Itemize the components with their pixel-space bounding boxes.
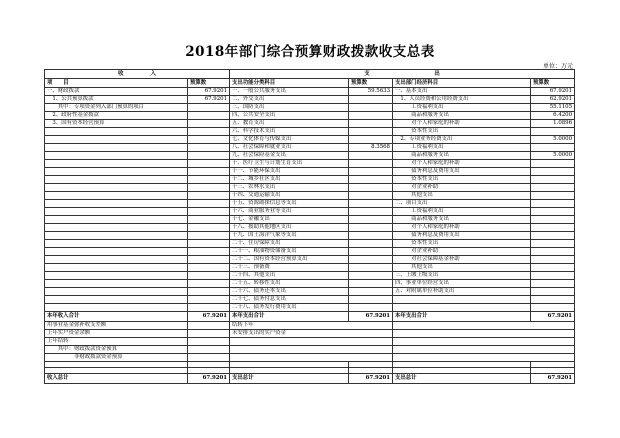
income-budget-cell bbox=[188, 232, 230, 240]
income-budget-cell bbox=[188, 104, 230, 112]
table-row bbox=[45, 184, 575, 192]
income-item-cell bbox=[45, 192, 188, 200]
economic-item-cell: 资本性支出 bbox=[393, 176, 531, 184]
income-item-cell: 一、财政拨款 bbox=[45, 88, 188, 96]
economic-budget-cell bbox=[531, 256, 575, 264]
economic-item-cell: 一、基本支出 bbox=[393, 88, 531, 96]
economic-item-cell: 五、对附属单位补助支出 bbox=[393, 288, 531, 296]
function-budget-cell bbox=[349, 200, 393, 208]
col-header-budget-function: 预算数 bbox=[349, 79, 393, 88]
economic-item-cell: 商品和服务支出 bbox=[393, 152, 531, 160]
subtotal-function-label: 本年支出合计 bbox=[230, 312, 349, 322]
economic-item-cell: 资本性支出 bbox=[393, 240, 531, 248]
function-item-cell: 二十七、债务付息支出 bbox=[230, 296, 349, 304]
table-row bbox=[45, 240, 575, 248]
income-item-cell bbox=[45, 184, 188, 192]
economic-budget-cell bbox=[531, 296, 575, 304]
col-header-budget-economic: 预算数 bbox=[531, 79, 575, 88]
income-budget-cell bbox=[188, 216, 230, 224]
economic-budget-cell bbox=[531, 240, 575, 248]
table-row bbox=[45, 176, 575, 184]
col-header-function: 支出功能分类科目 bbox=[230, 79, 349, 88]
function-item-cell: 二、外交支出 bbox=[230, 96, 349, 104]
function-budget-cell bbox=[349, 128, 393, 136]
function-budget-cell: 8.3568 bbox=[349, 144, 393, 152]
income-budget-cell bbox=[188, 120, 230, 128]
table-row bbox=[45, 192, 575, 200]
table-row bbox=[45, 136, 575, 144]
extra-income-budget-cell bbox=[188, 346, 230, 354]
subtotal-economic-label: 本年支出合计 bbox=[393, 312, 531, 322]
extra-income-item-cell: 非财政拨款资金预算 bbox=[45, 354, 188, 362]
income-item-cell bbox=[45, 128, 188, 136]
subtotal-income-label: 本年收入合计 bbox=[45, 312, 188, 322]
economic-item-cell: 对企业补助 bbox=[393, 248, 531, 256]
economic-budget-cell bbox=[531, 280, 575, 288]
function-item-cell: 十九、国土海洋气象等支出 bbox=[230, 232, 349, 240]
income-section-header: 收 入 bbox=[45, 70, 230, 79]
income-budget-cell bbox=[188, 176, 230, 184]
income-budget-cell: 67.9201 bbox=[188, 96, 230, 104]
table-row bbox=[45, 128, 575, 136]
total-function-label: 支出总计 bbox=[230, 374, 349, 384]
economic-item-cell: 债务利息及费用支出 bbox=[393, 232, 531, 240]
function-item-cell: 十六、商业服务业等支出 bbox=[230, 208, 349, 216]
economic-item-cell: 三、上缴上级支出 bbox=[393, 272, 531, 280]
table-row bbox=[45, 338, 575, 346]
income-item-cell bbox=[45, 304, 188, 312]
function-item-cell: 二十六、债务还本支出 bbox=[230, 288, 349, 296]
table-row bbox=[45, 322, 575, 330]
income-item-cell: 1、公共预算拨款 bbox=[45, 96, 188, 104]
column-header-row bbox=[45, 79, 575, 88]
extra-income-budget-cell bbox=[188, 322, 230, 330]
col-header-budget-income: 预算数 bbox=[188, 79, 230, 88]
economic-budget-cell bbox=[531, 208, 575, 216]
economic-budget-cell bbox=[531, 160, 575, 168]
table-row bbox=[45, 346, 575, 354]
income-item-cell bbox=[45, 232, 188, 240]
function-budget-cell bbox=[349, 248, 393, 256]
economic-budget-cell: 62.9201 bbox=[531, 96, 575, 104]
extra-expense-item-cell: 未安排支出的实户资金 bbox=[230, 330, 393, 338]
income-item-cell bbox=[45, 144, 188, 152]
income-budget-cell bbox=[188, 144, 230, 152]
extra-income-budget-cell bbox=[188, 354, 230, 362]
function-item-cell: 十五、资源勘探信息等支出 bbox=[230, 200, 349, 208]
function-item-cell: 十四、交通运输支出 bbox=[230, 192, 349, 200]
subtotal-economic-value: 67.9201 bbox=[531, 312, 575, 322]
income-budget-cell bbox=[188, 272, 230, 280]
function-budget-cell bbox=[349, 96, 393, 104]
income-item-cell bbox=[45, 248, 188, 256]
economic-item-cell: 对个人和家庭的补助 bbox=[393, 120, 531, 128]
function-budget-cell bbox=[349, 304, 393, 312]
income-item-cell: 其中：专项资金列入部门预算的项目 bbox=[45, 104, 188, 112]
function-budget-cell bbox=[349, 168, 393, 176]
table-row bbox=[45, 232, 575, 240]
function-budget-cell bbox=[349, 184, 393, 192]
extra-expense-budget-cell bbox=[393, 346, 575, 354]
table-row bbox=[45, 272, 575, 280]
function-item-cell: 二十三、预备费 bbox=[230, 264, 349, 272]
extra-expense-item-cell bbox=[230, 346, 393, 354]
income-budget-cell bbox=[188, 168, 230, 176]
total-function-value: 67.9201 bbox=[349, 374, 393, 384]
function-budget-cell bbox=[349, 296, 393, 304]
economic-item-cell: 工资福利支出 bbox=[393, 144, 531, 152]
table-row bbox=[45, 248, 575, 256]
income-item-cell bbox=[45, 160, 188, 168]
income-budget-cell bbox=[188, 128, 230, 136]
economic-item-cell: 资本性支出 bbox=[393, 128, 531, 136]
income-item-cell bbox=[45, 200, 188, 208]
table-row bbox=[45, 144, 575, 152]
table-row bbox=[45, 296, 575, 304]
income-budget-cell bbox=[188, 192, 230, 200]
col-header-item: 项 目 bbox=[45, 79, 188, 88]
income-budget-cell bbox=[188, 200, 230, 208]
income-budget-cell bbox=[188, 112, 230, 120]
function-budget-cell bbox=[349, 120, 393, 128]
function-budget-cell bbox=[349, 232, 393, 240]
economic-budget-cell bbox=[531, 216, 575, 224]
function-budget-cell bbox=[349, 240, 393, 248]
expense-section-header: 支 出 bbox=[230, 70, 575, 79]
function-budget-cell bbox=[349, 160, 393, 168]
economic-item-cell: 对个人和家庭的补助 bbox=[393, 224, 531, 232]
table-row bbox=[45, 168, 575, 176]
economic-budget-cell: 1.0896 bbox=[531, 120, 575, 128]
table-row bbox=[45, 354, 575, 362]
economic-budget-cell bbox=[531, 248, 575, 256]
table-row bbox=[45, 88, 575, 96]
col-header-economic: 支出部门经济科目 bbox=[393, 79, 531, 88]
income-budget-cell bbox=[188, 248, 230, 256]
extra-income-budget-cell bbox=[188, 338, 230, 346]
table-row bbox=[45, 152, 575, 160]
income-item-cell bbox=[45, 256, 188, 264]
extra-expense-budget-cell bbox=[393, 322, 575, 330]
income-item-cell bbox=[45, 288, 188, 296]
function-budget-cell bbox=[349, 152, 393, 160]
economic-budget-cell bbox=[531, 184, 575, 192]
extra-income-item-cell: 上年结转 bbox=[45, 338, 188, 346]
economic-budget-cell bbox=[531, 288, 575, 296]
extra-expense-budget-cell bbox=[393, 330, 575, 338]
function-budget-cell bbox=[349, 288, 393, 296]
income-item-cell bbox=[45, 136, 188, 144]
table-row bbox=[45, 304, 575, 312]
function-item-cell: 十一、节能环保支出 bbox=[230, 168, 349, 176]
function-budget-cell bbox=[349, 208, 393, 216]
income-budget-cell bbox=[188, 184, 230, 192]
budget-table bbox=[44, 69, 575, 384]
function-budget-cell bbox=[349, 256, 393, 264]
extra-expense-item-cell bbox=[230, 338, 393, 346]
economic-budget-cell bbox=[531, 200, 575, 208]
function-budget-cell bbox=[349, 224, 393, 232]
function-item-cell: 二十八、债务发行费用支出 bbox=[230, 304, 349, 312]
extra-income-item-cell: 上年实户资金余额 bbox=[45, 330, 188, 338]
economic-item-cell: 债务利息及费用支出 bbox=[393, 168, 531, 176]
table-row bbox=[45, 120, 575, 128]
table-row bbox=[45, 330, 575, 338]
table-row bbox=[45, 104, 575, 112]
function-item-cell: 十八、援助其他地区支出 bbox=[230, 224, 349, 232]
economic-item-cell: 工资福利支出 bbox=[393, 208, 531, 216]
economic-item-cell: 2、专项业务经费支出 bbox=[393, 136, 531, 144]
economic-budget-cell bbox=[531, 144, 575, 152]
economic-budget-cell bbox=[531, 176, 575, 184]
economic-budget-cell: 67.9201 bbox=[531, 88, 575, 96]
function-item-cell: 十二、城乡社区支出 bbox=[230, 176, 349, 184]
total-income-label: 收入总计 bbox=[45, 374, 188, 384]
income-budget-cell bbox=[188, 152, 230, 160]
function-budget-cell bbox=[349, 136, 393, 144]
function-item-cell: 二十五、转移性支出 bbox=[230, 280, 349, 288]
income-item-cell bbox=[45, 152, 188, 160]
income-budget-cell bbox=[188, 304, 230, 312]
function-item-cell: 四、公共安全支出 bbox=[230, 112, 349, 120]
economic-budget-cell bbox=[531, 168, 575, 176]
income-budget-cell bbox=[188, 160, 230, 168]
income-item-cell bbox=[45, 296, 188, 304]
function-item-cell: 二十二、国有资本经营预算支出 bbox=[230, 256, 349, 264]
economic-item-cell: 对社会保障基金补助 bbox=[393, 256, 531, 264]
function-item-cell: 五、教育支出 bbox=[230, 120, 349, 128]
function-item-cell: 七、文化体育与传媒支出 bbox=[230, 136, 349, 144]
economic-budget-cell bbox=[531, 264, 575, 272]
extra-expense-budget-cell bbox=[393, 338, 575, 346]
income-budget-cell bbox=[188, 288, 230, 296]
table-row bbox=[45, 96, 575, 104]
economic-budget-cell bbox=[531, 224, 575, 232]
economic-budget-cell bbox=[531, 232, 575, 240]
income-item-cell bbox=[45, 208, 188, 216]
economic-budget-cell: 55.1105 bbox=[531, 104, 575, 112]
extra-expense-item-cell: 结转下年 bbox=[230, 322, 393, 330]
income-budget-cell bbox=[188, 280, 230, 288]
function-budget-cell bbox=[349, 216, 393, 224]
unit-label: 单位：万元 bbox=[542, 63, 573, 70]
income-item-cell bbox=[45, 168, 188, 176]
income-budget-cell: 67.9201 bbox=[188, 88, 230, 96]
economic-item-cell: 商品和服务支出 bbox=[393, 112, 531, 120]
function-budget-cell bbox=[349, 272, 393, 280]
subtotal-row bbox=[45, 312, 575, 322]
table-row bbox=[45, 264, 575, 272]
economic-item-cell: 其他支出 bbox=[393, 264, 531, 272]
function-item-cell: 十、医疗卫生与计划生育支出 bbox=[230, 160, 349, 168]
extra-income-item-cell: 用事业基金弥补收支差额 bbox=[45, 322, 188, 330]
income-item-cell: 3、国有资本经营预算 bbox=[45, 120, 188, 128]
economic-item-cell bbox=[393, 304, 531, 312]
table-row bbox=[45, 216, 575, 224]
table-row bbox=[45, 256, 575, 264]
income-item-cell bbox=[45, 264, 188, 272]
function-budget-cell bbox=[349, 264, 393, 272]
table-row bbox=[45, 224, 575, 232]
economic-budget-cell bbox=[531, 272, 575, 280]
income-budget-cell bbox=[188, 224, 230, 232]
income-item-cell bbox=[45, 216, 188, 224]
economic-budget-cell: 5.0000 bbox=[531, 136, 575, 144]
grand-total-row bbox=[45, 374, 575, 384]
function-item-cell: 九、社会保险基金支出 bbox=[230, 152, 349, 160]
economic-item-cell: 1、人员经费和公用经费支出 bbox=[393, 96, 531, 104]
table-row bbox=[45, 200, 575, 208]
economic-budget-cell bbox=[531, 304, 575, 312]
function-item-cell: 一、一般公共服务支出 bbox=[230, 88, 349, 96]
function-item-cell: 三、国防支出 bbox=[230, 104, 349, 112]
income-budget-cell bbox=[188, 136, 230, 144]
economic-budget-cell: 6.4200 bbox=[531, 112, 575, 120]
income-budget-cell bbox=[188, 296, 230, 304]
total-income-value: 67.9201 bbox=[188, 374, 230, 384]
economic-item-cell: 商品和服务支出 bbox=[393, 216, 531, 224]
income-item-cell bbox=[45, 176, 188, 184]
subtotal-function-value: 67.9201 bbox=[349, 312, 393, 322]
income-budget-cell bbox=[188, 208, 230, 216]
extra-expense-item-cell bbox=[230, 354, 393, 362]
economic-item-cell: 工资福利支出 bbox=[393, 104, 531, 112]
extra-income-budget-cell bbox=[188, 330, 230, 338]
income-budget-cell bbox=[188, 240, 230, 248]
section-header-row bbox=[45, 70, 575, 79]
table-row bbox=[45, 160, 575, 168]
income-item-cell bbox=[45, 224, 188, 232]
income-item-cell: 2、政府性基金拨款 bbox=[45, 112, 188, 120]
economic-item-cell: 二、项目支出 bbox=[393, 200, 531, 208]
function-budget-cell bbox=[349, 192, 393, 200]
function-budget-cell bbox=[349, 112, 393, 120]
economic-budget-cell bbox=[531, 192, 575, 200]
total-economic-label: 支出总计 bbox=[393, 374, 531, 384]
economic-item-cell: 四、事业单位经营支出 bbox=[393, 280, 531, 288]
function-item-cell: 八、社会保障和就业支出 bbox=[230, 144, 349, 152]
table-row bbox=[45, 112, 575, 120]
function-budget-cell bbox=[349, 280, 393, 288]
function-item-cell: 十三、农林水支出 bbox=[230, 184, 349, 192]
function-budget-cell bbox=[349, 176, 393, 184]
subtotal-income-value: 67.9201 bbox=[188, 312, 230, 322]
economic-item-cell bbox=[393, 296, 531, 304]
table-row bbox=[45, 208, 575, 216]
function-item-cell: 二十一、粮油物资储备支出 bbox=[230, 248, 349, 256]
income-budget-cell bbox=[188, 264, 230, 272]
economic-item-cell: 对企业补助 bbox=[393, 184, 531, 192]
total-economic-value: 67.9201 bbox=[531, 374, 575, 384]
extra-expense-budget-cell bbox=[393, 354, 575, 362]
function-budget-cell: 59.5633 bbox=[349, 88, 393, 96]
table-row bbox=[45, 288, 575, 296]
economic-item-cell: 对个人和家庭的补助 bbox=[393, 160, 531, 168]
extra-income-item-cell: 其中：财政拨款资金预算 bbox=[45, 346, 188, 354]
function-budget-cell bbox=[349, 104, 393, 112]
income-budget-cell bbox=[188, 256, 230, 264]
function-item-cell: 六、科学技术支出 bbox=[230, 128, 349, 136]
income-item-cell bbox=[45, 280, 188, 288]
function-item-cell: 二十、住房保障支出 bbox=[230, 240, 349, 248]
economic-item-cell: 其他支出 bbox=[393, 192, 531, 200]
page-title: 2018年部门综合预算财政拨款收支总表 bbox=[185, 44, 435, 60]
function-item-cell: 二十四、其他支出 bbox=[230, 272, 349, 280]
function-item-cell: 十七、金融支出 bbox=[230, 216, 349, 224]
income-item-cell bbox=[45, 272, 188, 280]
table-row bbox=[45, 280, 575, 288]
economic-budget-cell bbox=[531, 128, 575, 136]
economic-budget-cell: 5.0000 bbox=[531, 152, 575, 160]
income-item-cell bbox=[45, 240, 188, 248]
